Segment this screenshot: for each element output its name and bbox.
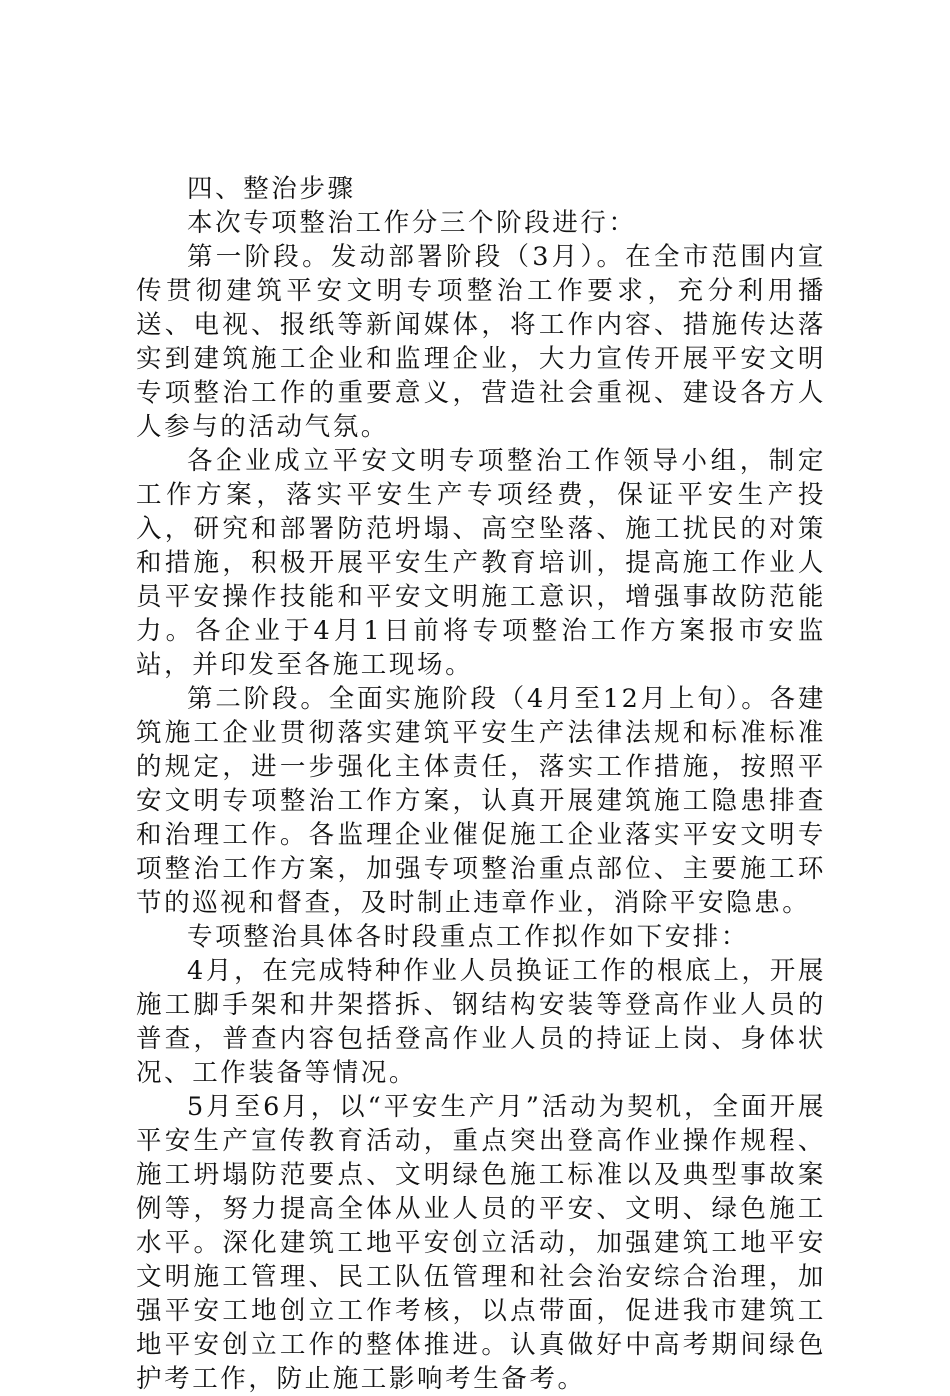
document-body bbox=[136, 172, 826, 1396]
paragraph-april: 4月，在完成特种作业人员换证工作的根底上，开展施工脚手架和井架搭拆、钢结构安装等登高作业人员的普查，普查内容包括登高作业人员的持证上岗、身体状况、工作装备等情况。 bbox=[136, 956, 826, 1088]
paragraph-intro: 本次专项整治工作分三个阶段进行： bbox=[187, 208, 637, 238]
paragraph-may-june: 5月至6月，以“平安生产月”活动为契机，全面开展平安生产宣传教育活动，重点突出登高作业操作规程、施工坍塌防范要点、文明绿色施工标准以及典型事故案例等，努力提高全体从业人员的平安、文明、绿色施工水平。深化建筑工地平安创立活动，加强建筑工地平安文明施工管理、民工队伍管理和社会治安综合治理，加强平安工地创立工作考核，以点带面，促进我市建筑工地平安创立工作的整体推进。认真做好中高考期间绿色护考工作，防止施工影响考生备考。 bbox=[136, 1092, 826, 1394]
paragraph-phase-one: 第一阶段。发动部署阶段（3月）。在全市范围内宣传贯彻建筑平安文明专项整治工作要求，充分利用播送、电视、报纸等新闻媒体，将工作内容、措施传达落实到建筑施工企业和监理企业，大力宣传开展平安文明专项整治工作的重要意义，营造社会重视、建设各方人人参与的活动气氛。 bbox=[136, 242, 826, 442]
paragraph-phase-two: 第二阶段。全面实施阶段（4月至12月上旬）。各建筑施工企业贯彻落实建筑平安生产法律法规和标准标准的规定，进一步强化主体责任，落实工作措施，按照平安文明专项整治工作方案，认真开展建筑施工隐患排查和治理工作。各监理企业催促施工企业落实平安文明专项整治工作方案，加强专项整治重点部位、主要施工环节的巡视和督查，及时制止违章作业，消除平安隐患。 bbox=[136, 684, 826, 918]
section-heading: 四、整治步骤 bbox=[187, 174, 356, 204]
paragraph-enterprise-setup: 各企业成立平安文明专项整治工作领导小组，制定工作方案，落实平安生产专项经费，保证平安生产投入，研究和部署防范坍塌、高空坠落、施工扰民的对策和措施，积极开展平安生产教育培训，提高施工作业人员平安操作技能和平安文明施工意识，增强事故防范能力。各企业于4月1日前将专项整治工作方案报市安监站，并印发至各施工现场。 bbox=[136, 446, 826, 680]
paragraph-schedule-intro: 专项整治具体各时段重点工作拟作如下安排： bbox=[187, 922, 750, 952]
